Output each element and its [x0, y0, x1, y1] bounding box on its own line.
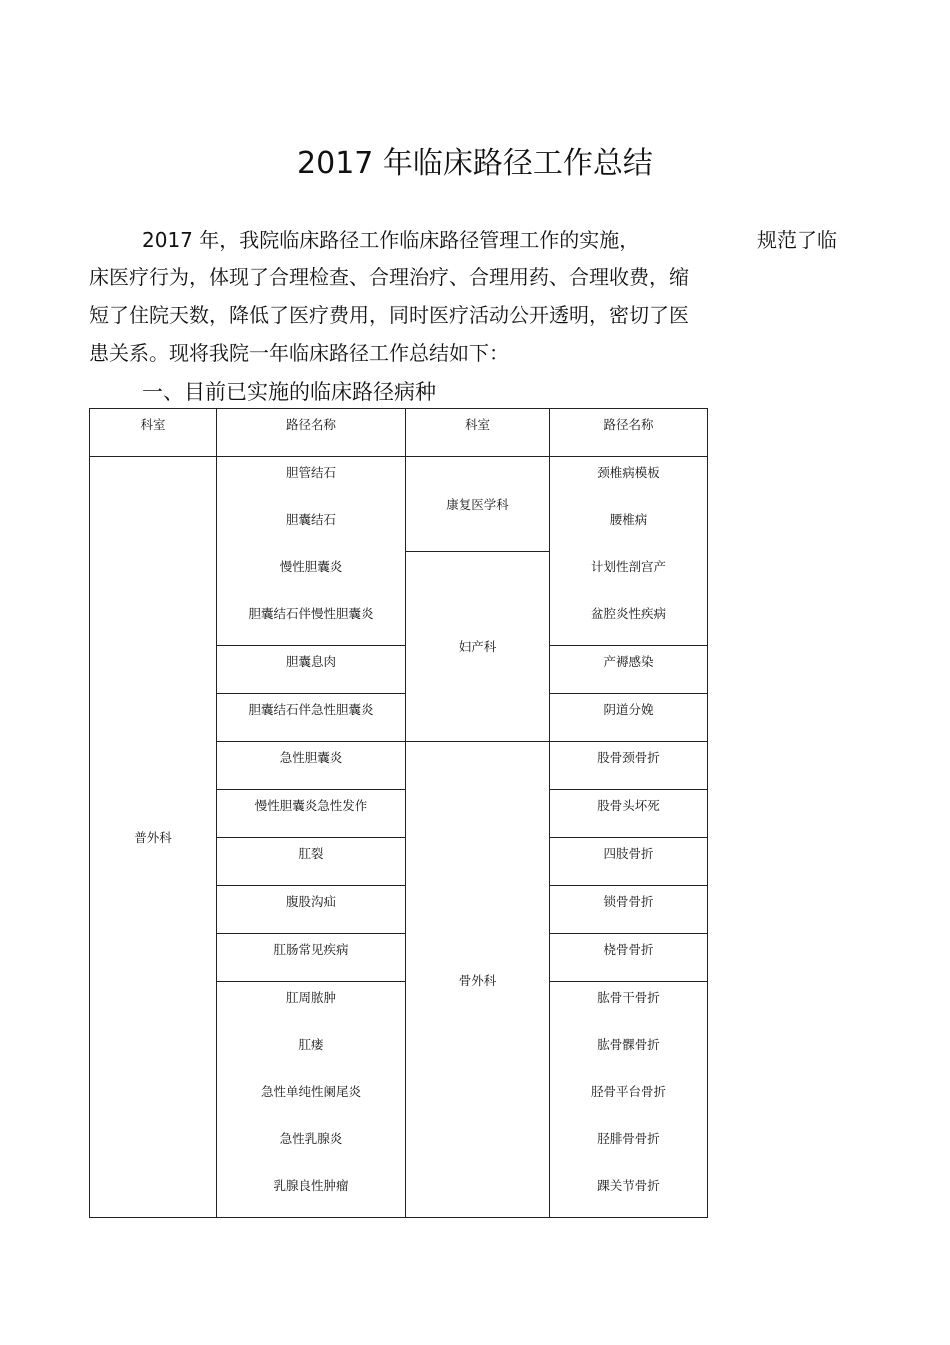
intro-line-3: 短了住院天数，降低了医疗费用，同时医疗活动公开透明，密切了医 [89, 303, 689, 327]
dept-cell: 妇产科 [406, 551, 550, 742]
document-title: 2017 年临床路径工作总结 [297, 146, 653, 181]
header-path-left: 路径名称 [217, 409, 406, 457]
header-dept-right: 科室 [406, 409, 550, 457]
path-cell: 四肢骨折 [550, 838, 708, 886]
path-cell: 股骨头坏死 [550, 790, 708, 838]
path-cell: 急性乳腺炎 [217, 1123, 406, 1170]
path-cell: 盆腔炎性疾病 [550, 598, 708, 646]
path-cell: 慢性胆囊炎 [217, 551, 406, 598]
section-heading: 一、目前已实施的临床路径病种 [142, 380, 436, 404]
intro-line-1a: 2017 年，我院临床路径工作临床路径管理工作的实施， [142, 228, 640, 252]
path-cell: 胫腓骨骨折 [550, 1123, 708, 1170]
path-cell: 乳腺良性肿瘤 [217, 1170, 406, 1218]
table-header-row [90, 409, 708, 457]
path-cell: 胫骨平台骨折 [550, 1076, 708, 1123]
dept-cell: 骨外科 [406, 742, 550, 1218]
dept-cell: 康复医学科 [406, 457, 550, 552]
path-cell: 肛周脓肿 [217, 982, 406, 1030]
path-cell: 肱骨干骨折 [550, 982, 708, 1030]
dept-cell: 普外科 [90, 457, 217, 1218]
path-cell: 颈椎病模板 [550, 457, 708, 505]
path-cell: 胆管结石 [217, 457, 406, 505]
path-cell: 胆囊结石伴慢性胆囊炎 [217, 598, 406, 646]
path-cell: 计划性剖宫产 [550, 551, 708, 598]
path-cell: 股骨颈骨折 [550, 742, 708, 790]
path-cell: 踝关节骨折 [550, 1170, 708, 1218]
path-cell: 肱骨髁骨折 [550, 1029, 708, 1076]
path-cell: 桡骨骨折 [550, 934, 708, 982]
path-cell: 腰椎病 [550, 504, 708, 551]
path-cell: 锁骨骨折 [550, 886, 708, 934]
path-cell: 急性单纯性阑尾炎 [217, 1076, 406, 1123]
path-cell: 阴道分娩 [550, 694, 708, 742]
path-cell: 肛瘘 [217, 1029, 406, 1076]
path-cell: 肛肠常见疾病 [217, 934, 406, 982]
path-cell: 产褥感染 [550, 646, 708, 694]
path-cell: 胆囊结石伴急性胆囊炎 [217, 694, 406, 742]
intro-line-4: 患关系。现将我院一年临床路径工作总结如下： [89, 341, 509, 365]
path-cell: 胆囊结石 [217, 504, 406, 551]
intro-line-1b: 规范了临 [757, 228, 837, 252]
table-row [90, 457, 708, 505]
intro-line-2: 床医疗行为，体现了合理检查、合理治疗、合理用药、合理收费，缩 [89, 265, 689, 289]
header-dept-left: 科室 [90, 409, 217, 457]
path-cell: 腹股沟疝 [217, 886, 406, 934]
header-path-right: 路径名称 [550, 409, 708, 457]
path-cell: 肛裂 [217, 838, 406, 886]
path-cell: 急性胆囊炎 [217, 742, 406, 790]
clinical-path-table [89, 408, 708, 1218]
path-cell: 慢性胆囊炎急性发作 [217, 790, 406, 838]
path-cell: 胆囊息肉 [217, 646, 406, 694]
